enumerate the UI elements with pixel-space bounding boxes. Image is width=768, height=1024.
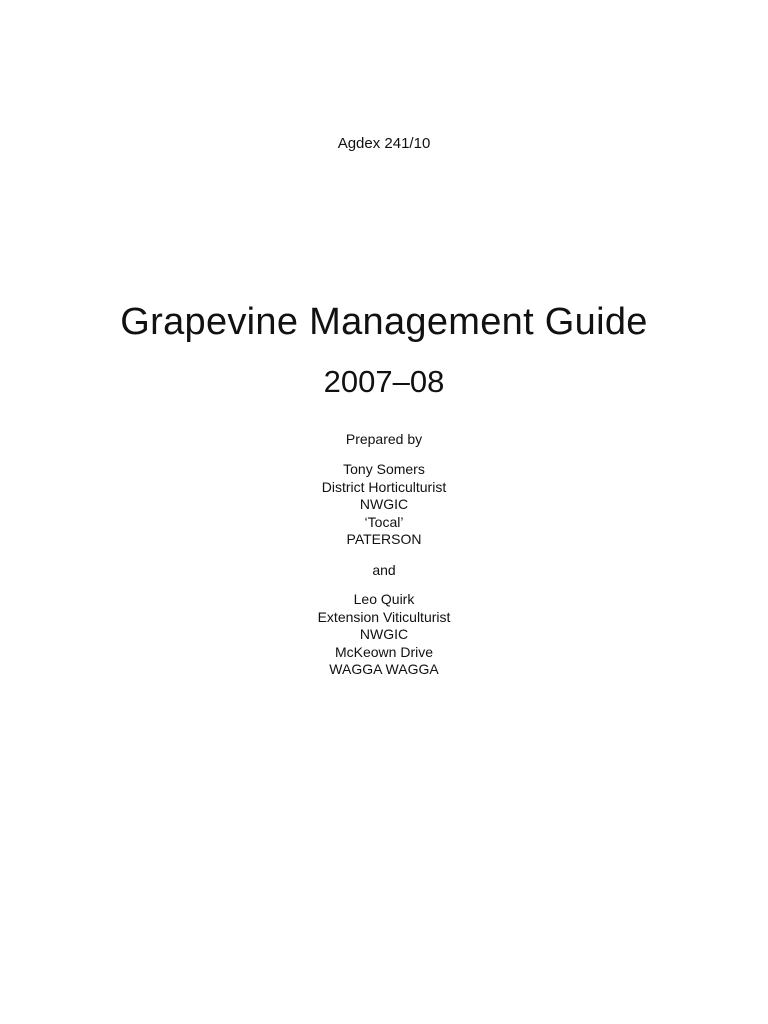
author1-name: Tony Somers bbox=[343, 461, 425, 477]
author2-block bbox=[0, 591, 768, 679]
agdex-number: Agdex 241/10 bbox=[337, 135, 431, 152]
document-year: 2007–08 bbox=[323, 364, 445, 399]
author2-name: Leo Quirk bbox=[353, 591, 415, 607]
document-title: Grapevine Management Guide bbox=[120, 301, 648, 343]
prepared-by-label: Prepared by bbox=[345, 431, 423, 447]
author2-org: NWGIC bbox=[359, 626, 409, 642]
author1-role: District Horticulturist bbox=[321, 478, 447, 495]
author2-street: McKeown Drive bbox=[334, 643, 434, 660]
author2-town: WAGGA WAGGA bbox=[329, 661, 439, 677]
author2-role: Extension Viticulturist bbox=[317, 608, 451, 625]
author1-place: ‘Tocal’ bbox=[364, 513, 404, 530]
author1-town: PATERSON bbox=[346, 531, 422, 547]
and-conjunction: and bbox=[372, 562, 396, 578]
author1-block bbox=[0, 461, 768, 549]
author1-org: NWGIC bbox=[359, 496, 409, 512]
